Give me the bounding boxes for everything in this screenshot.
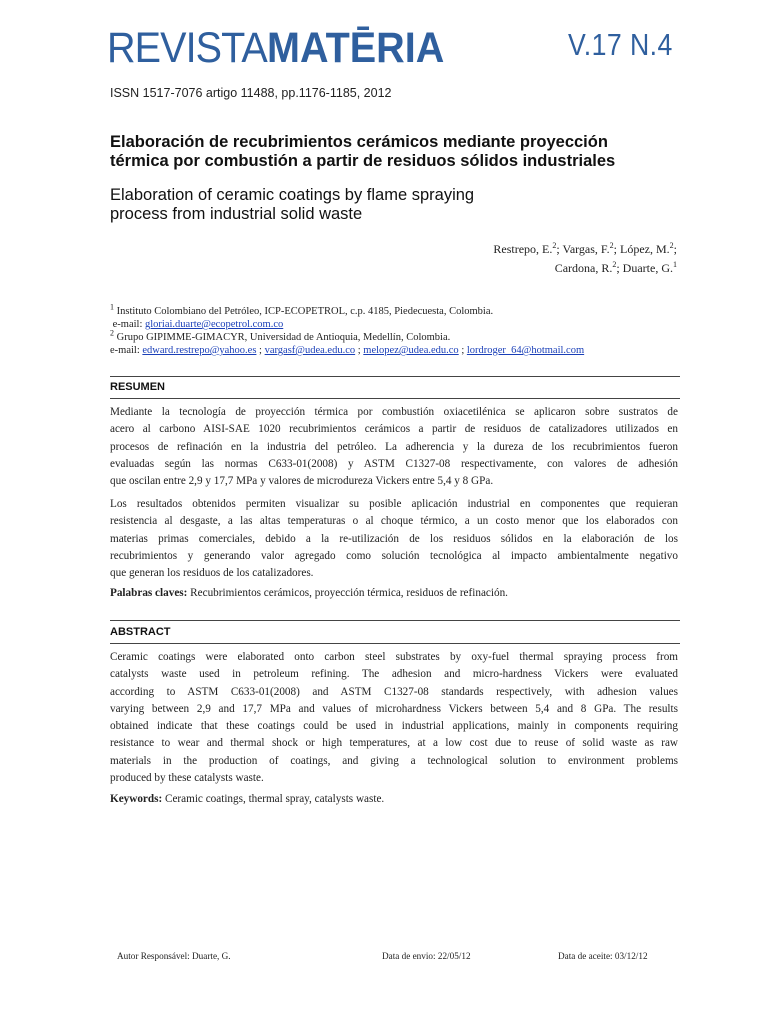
email-separator: ; [461, 345, 465, 356]
logo-text-bold: MATĒRIA [266, 24, 445, 72]
text-line: obtained indicate that these coatings could be used in industrial applications, mainly in components requiring [110, 720, 678, 733]
text-line: produced by these catalysts waste. [110, 772, 264, 785]
author-name: ; López, M. [613, 242, 670, 256]
text-line: que generan los residuos de los catalizadores. [110, 567, 314, 580]
title-english-line: process from industrial solid waste [110, 205, 363, 223]
title-english [110, 186, 670, 224]
text-line: according to ASTM C633-01(2008) and ASTM C1327-08 standards respectively, with adhesion values [110, 685, 678, 698]
author-affil-ref: 2 [612, 260, 617, 269]
abstract-paragraph [110, 649, 678, 787]
email-link[interactable]: edward.restrepo@yahoo.es [142, 345, 257, 356]
email-label: e-mail: [112, 319, 143, 330]
text-line: evaluadas según las normas C633-01(2008) y ASTM C1327-08 respectivamente, con valores de adhesión [110, 457, 678, 470]
abstract-keywords [110, 793, 384, 805]
affil-number: 2 [110, 328, 114, 338]
affil-number: 1 [110, 302, 114, 312]
text-line: recubrimientos y generando valor agregado como solución tecnológica al impacto ambientalmente negativo [110, 549, 678, 562]
text-line: varying between 2,9 and 17,7 MPa and values of microhardness Vickers between 5,4 and 8 GPa. The results [110, 702, 678, 715]
email-label: e-mail: [110, 345, 140, 356]
volume-number: V.17 N.4 [568, 27, 673, 62]
affiliations [110, 302, 585, 357]
keywords-text: Ceramic coatings, thermal spray, catalysts waste. [165, 793, 385, 805]
text-line: acero al carbono AISI-SAE 1020 recubrimientos cerámicos a partir de residuos de catalizadores utilizados en [110, 423, 678, 436]
resumen-heading: RESUMEN [110, 381, 166, 393]
author-affil-ref: 1 [673, 260, 677, 269]
footer-accepted-date: Data de aceite: 03/12/12 [558, 951, 648, 961]
email-link[interactable]: lordroger_64@hotmail.com [466, 345, 585, 356]
text-line: procesos de refinación en la industria del petróleo. La adherencia y la dureza de los recubrimientos fueron [110, 440, 678, 453]
title-spanish [110, 133, 670, 171]
text-line: Los resultados obtenidos permiten visualizar su posible aplicación industrial en componentes que requieran [110, 498, 678, 510]
title-spanish-line: térmica por combustión a partir de residuos sólidos industriales [110, 152, 616, 170]
text-line: catalysts waste used in petroleum refining. The adhesion and micro-hardness Vickers were evaluated [110, 668, 678, 681]
issn-line: ISSN 1517-7076 artigo 11488, pp.1176-1185, 2012 [110, 86, 392, 100]
section-divider [110, 376, 680, 377]
affiliation-1: Instituto Colombiano del Petróleo, ICP-ECOPETROL, c.p. 4185, Piedecuesta, Colombia. [116, 306, 494, 317]
resumen-keywords [110, 587, 508, 599]
title-english-line: Elaboration of ceramic coatings by flame spraying [110, 186, 475, 204]
email-link[interactable]: vargasf@udea.edu.co [264, 345, 356, 356]
section-divider [110, 643, 680, 644]
email-separator: ; [357, 345, 361, 356]
affiliation-2: Grupo GIPIMME-GIMACYR, Universidad de Antioquia, Medellín, Colombia. [116, 332, 451, 343]
journal-logo [107, 24, 460, 74]
email-link[interactable]: gloriai.duarte@ecopetrol.com.co [145, 319, 284, 330]
author-name: ; Vargas, F. [556, 242, 610, 256]
text-line: que oscilan entre 2,9 y 17,7 MPa y valores de microdureza Vickers entre 5,4 y 8 GPa. [110, 475, 494, 488]
author-affil-ref: 2 [609, 241, 614, 250]
resumen-paragraph-1 [110, 404, 678, 490]
author-name: Restrepo, E. [493, 242, 553, 256]
author-name: ; Duarte, G. [616, 261, 673, 275]
author-affil-ref: 2 [669, 241, 674, 250]
text-line: materials in the production of coatings, and giving a technological solution to environment problems [110, 754, 678, 767]
text-line: materias primas comerciales, debido a la re-utilización de los residuos sólidos en la elaboración de los [110, 532, 678, 545]
footer-author: Autor Responsável: Duarte, G. [117, 951, 231, 961]
keywords-label: Keywords: [110, 793, 163, 805]
author-list [493, 240, 677, 278]
section-divider [110, 620, 680, 621]
author-separator: ; [673, 242, 677, 256]
abstract-heading: ABSTRACT [110, 626, 171, 638]
email-link[interactable]: melopez@udea.edu.co [363, 345, 459, 356]
title-spanish-line: Elaboración de recubrimientos cerámicos mediante proyección [110, 133, 608, 151]
footer-sent-date: Data de envio: 22/05/12 [382, 951, 471, 961]
author-name: Cardona, R. [554, 261, 613, 275]
keywords-label: Palabras claves: [110, 587, 188, 599]
text-line: resistance to wear and thermal shock or high temperatures, at a low cost due to reuse of solid waste as raw [110, 737, 678, 750]
section-divider [110, 398, 680, 399]
author-affil-ref: 2 [552, 241, 557, 250]
resumen-paragraph-2 [110, 496, 678, 582]
keywords-text: Recubrimientos cerámicos, proyección térmica, residuos de refinación. [190, 587, 508, 599]
text-line: resistencia al desgaste, a las altas temperaturas o al choque térmico, a un costo menor que los elaborados con [110, 515, 678, 528]
text-line: Ceramic coatings were elaborated onto carbon steel substrates by oxy-fuel thermal spraying process from [110, 651, 678, 663]
text-line: Mediante la tecnología de proyección térmica por combustión oxiacetilénica se aplicaron sobre sustratos de [110, 406, 678, 418]
email-separator: ; [259, 345, 262, 356]
logo-text-light: REVISTA [107, 24, 267, 72]
